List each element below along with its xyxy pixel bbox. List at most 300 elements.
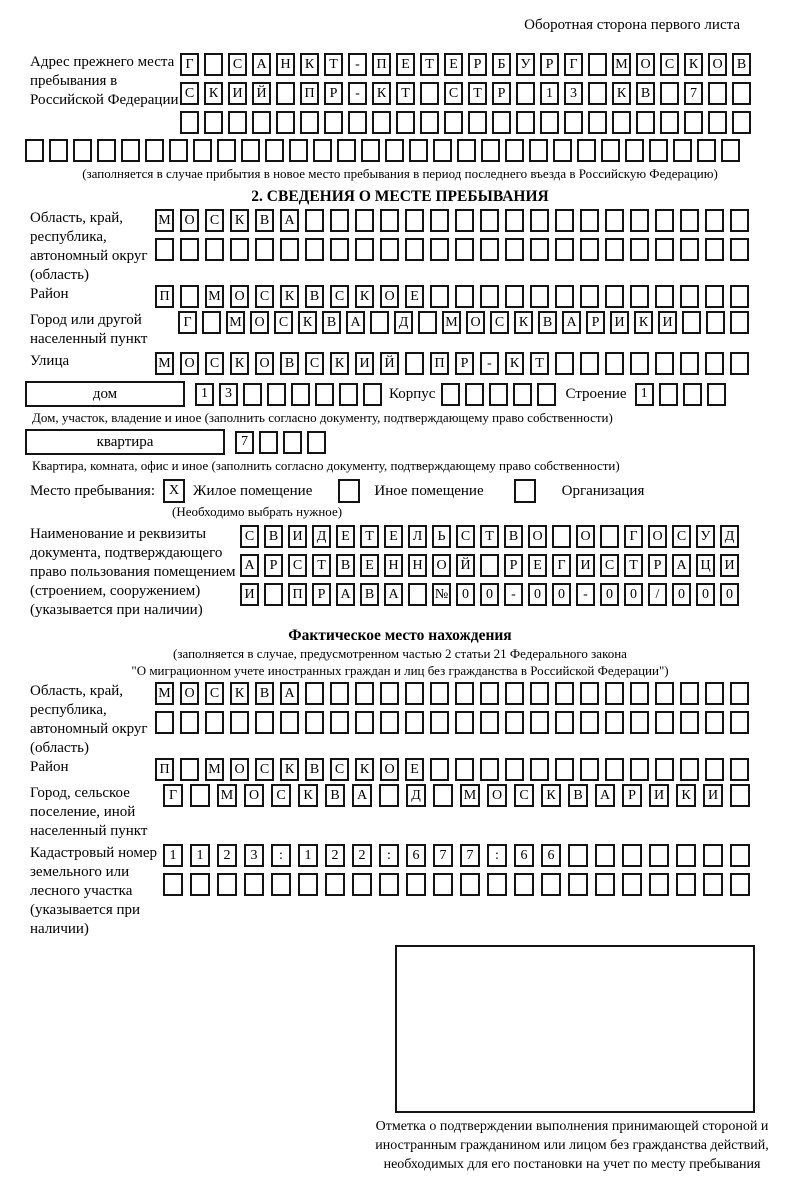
char-box[interactable]: В (305, 758, 324, 781)
char-box[interactable] (313, 139, 332, 162)
char-box[interactable] (355, 238, 374, 261)
char-box[interactable]: 0 (720, 583, 739, 606)
char-box[interactable] (605, 238, 624, 261)
stay-option-checkbox-residential[interactable]: X (163, 479, 185, 503)
char-box[interactable] (280, 238, 299, 261)
char-box[interactable]: П (155, 285, 174, 308)
char-box[interactable]: В (322, 311, 341, 334)
char-box[interactable]: В (732, 53, 751, 76)
char-box[interactable]: К (230, 209, 249, 232)
char-box[interactable] (505, 209, 524, 232)
char-box[interactable] (708, 111, 727, 134)
char-box[interactable] (380, 682, 399, 705)
char-box[interactable] (487, 873, 507, 896)
char-box[interactable]: В (255, 682, 274, 705)
char-box[interactable]: : (487, 844, 507, 867)
char-box[interactable]: С (330, 285, 349, 308)
char-box[interactable]: - (348, 82, 367, 105)
char-box[interactable]: И (703, 784, 723, 807)
char-box[interactable] (622, 844, 642, 867)
char-box[interactable] (505, 682, 524, 705)
char-box[interactable] (380, 711, 399, 734)
char-box[interactable] (649, 139, 668, 162)
char-box[interactable]: С (228, 53, 247, 76)
char-box[interactable]: Е (444, 53, 463, 76)
char-box[interactable] (204, 111, 223, 134)
char-box[interactable] (276, 111, 295, 134)
char-box[interactable]: О (244, 784, 264, 807)
char-box[interactable]: М (612, 53, 631, 76)
char-box[interactable] (655, 711, 674, 734)
char-box[interactable]: С (205, 352, 224, 375)
char-box[interactable] (660, 82, 679, 105)
char-box[interactable]: В (568, 784, 588, 807)
char-box[interactable]: П (430, 352, 449, 375)
char-box[interactable] (420, 82, 439, 105)
char-box[interactable] (706, 311, 725, 334)
char-box[interactable] (564, 111, 583, 134)
char-box[interactable] (406, 873, 426, 896)
char-box[interactable] (705, 352, 724, 375)
char-box[interactable] (625, 139, 644, 162)
char-box[interactable] (265, 139, 284, 162)
char-box[interactable]: 3 (564, 82, 583, 105)
char-box[interactable] (580, 238, 599, 261)
char-box[interactable] (169, 139, 188, 162)
char-box[interactable]: М (217, 784, 237, 807)
char-box[interactable]: А (336, 583, 355, 606)
char-box[interactable] (588, 53, 607, 76)
char-box[interactable]: Р (504, 554, 523, 577)
char-box[interactable] (684, 111, 703, 134)
char-box[interactable] (730, 209, 749, 232)
char-box[interactable] (430, 209, 449, 232)
char-box[interactable] (163, 873, 183, 896)
char-box[interactable] (267, 383, 286, 406)
char-box[interactable] (325, 873, 345, 896)
char-box[interactable]: И (228, 82, 247, 105)
char-box[interactable] (707, 383, 726, 406)
char-box[interactable]: Е (336, 525, 355, 548)
char-box[interactable] (244, 873, 264, 896)
char-box[interactable]: 3 (244, 844, 264, 867)
char-box[interactable]: О (708, 53, 727, 76)
char-box[interactable] (580, 711, 599, 734)
char-box[interactable] (605, 209, 624, 232)
char-box[interactable] (630, 238, 649, 261)
char-box[interactable] (649, 873, 669, 896)
char-box[interactable] (530, 285, 549, 308)
char-box[interactable]: С (490, 311, 509, 334)
char-box[interactable] (580, 209, 599, 232)
char-box[interactable]: Г (552, 554, 571, 577)
char-box[interactable] (676, 873, 696, 896)
char-box[interactable]: А (562, 311, 581, 334)
char-box[interactable]: 7 (235, 431, 254, 454)
char-box[interactable] (307, 431, 326, 454)
char-box[interactable]: / (648, 583, 667, 606)
stay-option-checkbox-other[interactable] (338, 479, 360, 503)
char-box[interactable]: О (636, 53, 655, 76)
char-box[interactable]: П (300, 82, 319, 105)
char-box[interactable]: 6 (541, 844, 561, 867)
char-box[interactable]: А (595, 784, 615, 807)
char-box[interactable] (405, 209, 424, 232)
char-box[interactable]: Р (312, 583, 331, 606)
char-box[interactable]: К (230, 682, 249, 705)
char-box[interactable]: О (648, 525, 667, 548)
char-box[interactable] (513, 383, 532, 406)
char-box[interactable] (433, 784, 453, 807)
char-box[interactable] (193, 139, 212, 162)
char-box[interactable] (480, 554, 499, 577)
char-box[interactable] (255, 238, 274, 261)
char-box[interactable] (324, 111, 343, 134)
char-box[interactable]: Е (384, 525, 403, 548)
char-box[interactable] (363, 383, 382, 406)
char-box[interactable]: О (250, 311, 269, 334)
char-box[interactable] (271, 873, 291, 896)
char-box[interactable] (568, 844, 588, 867)
char-box[interactable] (217, 139, 236, 162)
char-box[interactable]: К (505, 352, 524, 375)
char-box[interactable]: В (636, 82, 655, 105)
char-box[interactable]: И (288, 525, 307, 548)
char-box[interactable] (655, 209, 674, 232)
char-box[interactable] (580, 682, 599, 705)
char-box[interactable] (380, 238, 399, 261)
char-box[interactable]: К (634, 311, 653, 334)
house-field-box[interactable]: дом (25, 381, 185, 407)
char-box[interactable]: А (384, 583, 403, 606)
char-box[interactable]: К (204, 82, 223, 105)
char-box[interactable] (680, 285, 699, 308)
char-box[interactable]: Р (455, 352, 474, 375)
char-box[interactable]: 0 (696, 583, 715, 606)
char-box[interactable] (630, 285, 649, 308)
char-box[interactable] (605, 352, 624, 375)
char-box[interactable] (659, 383, 678, 406)
char-box[interactable] (680, 238, 699, 261)
char-box[interactable] (630, 711, 649, 734)
char-box[interactable] (230, 238, 249, 261)
char-box[interactable]: В (255, 209, 274, 232)
char-box[interactable] (636, 111, 655, 134)
char-box[interactable]: И (576, 554, 595, 577)
char-box[interactable] (370, 311, 389, 334)
char-box[interactable] (730, 711, 749, 734)
char-box[interactable] (605, 682, 624, 705)
char-box[interactable] (505, 139, 524, 162)
char-box[interactable] (605, 711, 624, 734)
char-box[interactable]: : (271, 844, 291, 867)
char-box[interactable] (228, 111, 247, 134)
char-box[interactable] (732, 82, 751, 105)
char-box[interactable] (480, 285, 499, 308)
char-box[interactable] (529, 139, 548, 162)
char-box[interactable] (655, 758, 674, 781)
char-box[interactable]: Р (540, 53, 559, 76)
char-box[interactable] (730, 311, 749, 334)
char-box[interactable] (355, 209, 374, 232)
char-box[interactable] (580, 758, 599, 781)
char-box[interactable] (217, 873, 237, 896)
char-box[interactable]: В (538, 311, 557, 334)
char-box[interactable]: Р (324, 82, 343, 105)
char-box[interactable]: Т (396, 82, 415, 105)
char-box[interactable]: № (432, 583, 451, 606)
char-box[interactable] (516, 111, 535, 134)
char-box[interactable] (655, 285, 674, 308)
char-box[interactable]: Р (648, 554, 667, 577)
char-box[interactable] (455, 238, 474, 261)
char-box[interactable]: 3 (219, 383, 238, 406)
char-box[interactable]: В (280, 352, 299, 375)
char-box[interactable] (530, 238, 549, 261)
char-box[interactable]: С (660, 53, 679, 76)
char-box[interactable]: Г (180, 53, 199, 76)
char-box[interactable]: С (205, 209, 224, 232)
char-box[interactable] (703, 873, 723, 896)
char-box[interactable]: И (720, 554, 739, 577)
char-box[interactable]: - (504, 583, 523, 606)
char-box[interactable] (683, 383, 702, 406)
char-box[interactable] (300, 111, 319, 134)
char-box[interactable] (408, 583, 427, 606)
char-box[interactable] (433, 873, 453, 896)
char-box[interactable]: 1 (298, 844, 318, 867)
char-box[interactable] (145, 139, 164, 162)
char-box[interactable]: Т (624, 554, 643, 577)
char-box[interactable]: У (516, 53, 535, 76)
char-box[interactable] (315, 383, 334, 406)
char-box[interactable]: Г (564, 53, 583, 76)
char-box[interactable]: К (298, 784, 318, 807)
char-box[interactable]: И (610, 311, 629, 334)
char-box[interactable]: - (348, 53, 367, 76)
char-box[interactable]: Т (530, 352, 549, 375)
char-box[interactable] (530, 209, 549, 232)
char-box[interactable]: Й (252, 82, 271, 105)
char-box[interactable] (555, 238, 574, 261)
char-box[interactable] (703, 844, 723, 867)
char-box[interactable]: Г (178, 311, 197, 334)
char-box[interactable] (705, 238, 724, 261)
char-box[interactable] (537, 383, 556, 406)
char-box[interactable]: К (684, 53, 703, 76)
char-box[interactable]: А (352, 784, 372, 807)
char-box[interactable] (480, 238, 499, 261)
char-box[interactable] (180, 758, 199, 781)
char-box[interactable] (568, 873, 588, 896)
char-box[interactable]: М (460, 784, 480, 807)
char-box[interactable] (530, 682, 549, 705)
char-box[interactable] (180, 711, 199, 734)
char-box[interactable] (420, 111, 439, 134)
char-box[interactable] (705, 711, 724, 734)
char-box[interactable] (555, 285, 574, 308)
char-box[interactable]: С (514, 784, 534, 807)
char-box[interactable] (243, 383, 262, 406)
char-box[interactable] (372, 111, 391, 134)
char-box[interactable]: М (442, 311, 461, 334)
char-box[interactable] (612, 111, 631, 134)
char-box[interactable] (505, 238, 524, 261)
char-box[interactable]: А (280, 682, 299, 705)
char-box[interactable] (480, 711, 499, 734)
char-box[interactable]: Т (324, 53, 343, 76)
char-box[interactable] (605, 758, 624, 781)
char-box[interactable] (405, 682, 424, 705)
char-box[interactable] (555, 682, 574, 705)
char-box[interactable]: А (252, 53, 271, 76)
char-box[interactable]: 0 (600, 583, 619, 606)
char-box[interactable]: С (288, 554, 307, 577)
char-box[interactable]: 7 (460, 844, 480, 867)
char-box[interactable] (455, 682, 474, 705)
char-box[interactable]: В (305, 285, 324, 308)
char-box[interactable] (97, 139, 116, 162)
char-box[interactable]: Р (586, 311, 605, 334)
char-box[interactable] (530, 758, 549, 781)
char-box[interactable]: К (541, 784, 561, 807)
char-box[interactable]: М (205, 758, 224, 781)
char-box[interactable] (25, 139, 44, 162)
char-box[interactable]: 1 (540, 82, 559, 105)
char-box[interactable]: Г (163, 784, 183, 807)
char-box[interactable] (480, 758, 499, 781)
char-box[interactable]: 0 (528, 583, 547, 606)
char-box[interactable]: М (155, 209, 174, 232)
char-box[interactable]: М (226, 311, 245, 334)
char-box[interactable] (705, 682, 724, 705)
char-box[interactable] (405, 352, 424, 375)
char-box[interactable] (396, 111, 415, 134)
char-box[interactable] (180, 111, 199, 134)
char-box[interactable] (155, 711, 174, 734)
char-box[interactable] (730, 238, 749, 261)
char-box[interactable] (330, 711, 349, 734)
char-box[interactable]: 6 (406, 844, 426, 867)
char-box[interactable]: К (298, 311, 317, 334)
char-box[interactable] (514, 873, 534, 896)
char-box[interactable] (555, 758, 574, 781)
char-box[interactable]: Р (264, 554, 283, 577)
char-box[interactable]: 7 (684, 82, 703, 105)
char-box[interactable]: 0 (672, 583, 691, 606)
char-box[interactable]: К (372, 82, 391, 105)
char-box[interactable]: В (360, 583, 379, 606)
char-box[interactable] (430, 285, 449, 308)
char-box[interactable]: О (576, 525, 595, 548)
char-box[interactable] (588, 82, 607, 105)
char-box[interactable] (430, 238, 449, 261)
char-box[interactable]: С (255, 285, 274, 308)
char-box[interactable] (480, 682, 499, 705)
char-box[interactable]: Е (528, 554, 547, 577)
char-box[interactable]: С (330, 758, 349, 781)
char-box[interactable]: 7 (433, 844, 453, 867)
char-box[interactable] (730, 682, 749, 705)
char-box[interactable] (682, 311, 701, 334)
char-box[interactable] (330, 682, 349, 705)
char-box[interactable] (460, 873, 480, 896)
char-box[interactable] (405, 238, 424, 261)
char-box[interactable] (291, 383, 310, 406)
char-box[interactable]: : (379, 844, 399, 867)
char-box[interactable] (205, 238, 224, 261)
char-box[interactable] (705, 285, 724, 308)
char-box[interactable]: О (230, 285, 249, 308)
char-box[interactable]: М (155, 352, 174, 375)
char-box[interactable]: В (336, 554, 355, 577)
char-box[interactable]: С (180, 82, 199, 105)
char-box[interactable] (337, 139, 356, 162)
char-box[interactable]: У (696, 525, 715, 548)
char-box[interactable]: Е (396, 53, 415, 76)
char-box[interactable]: В (325, 784, 345, 807)
char-box[interactable] (339, 383, 358, 406)
char-box[interactable] (444, 111, 463, 134)
char-box[interactable] (580, 352, 599, 375)
char-box[interactable] (730, 873, 750, 896)
char-box[interactable] (330, 209, 349, 232)
char-box[interactable]: 2 (217, 844, 237, 867)
char-box[interactable] (630, 352, 649, 375)
char-box[interactable] (580, 285, 599, 308)
char-box[interactable] (630, 682, 649, 705)
char-box[interactable] (280, 711, 299, 734)
char-box[interactable] (595, 844, 615, 867)
char-box[interactable]: 1 (163, 844, 183, 867)
char-box[interactable] (202, 311, 221, 334)
char-box[interactable] (541, 873, 561, 896)
char-box[interactable] (457, 139, 476, 162)
char-box[interactable] (730, 758, 749, 781)
char-box[interactable] (298, 873, 318, 896)
char-box[interactable]: И (355, 352, 374, 375)
char-box[interactable] (355, 682, 374, 705)
char-box[interactable] (355, 711, 374, 734)
char-box[interactable] (721, 139, 740, 162)
char-box[interactable]: 2 (325, 844, 345, 867)
char-box[interactable] (705, 209, 724, 232)
char-box[interactable]: С (305, 352, 324, 375)
char-box[interactable]: 0 (456, 583, 475, 606)
char-box[interactable] (190, 784, 210, 807)
char-box[interactable]: О (528, 525, 547, 548)
char-box[interactable] (259, 431, 278, 454)
char-box[interactable]: К (676, 784, 696, 807)
char-box[interactable]: П (155, 758, 174, 781)
char-box[interactable] (379, 784, 399, 807)
char-box[interactable]: О (180, 682, 199, 705)
char-box[interactable] (252, 111, 271, 134)
char-box[interactable] (264, 583, 283, 606)
char-box[interactable] (680, 711, 699, 734)
char-box[interactable]: Д (720, 525, 739, 548)
char-box[interactable]: Т (420, 53, 439, 76)
char-box[interactable] (505, 285, 524, 308)
char-box[interactable] (492, 111, 511, 134)
char-box[interactable] (555, 711, 574, 734)
char-box[interactable] (732, 111, 751, 134)
char-box[interactable]: М (155, 682, 174, 705)
char-box[interactable]: А (346, 311, 365, 334)
char-box[interactable] (680, 352, 699, 375)
char-box[interactable]: Р (468, 53, 487, 76)
char-box[interactable]: И (658, 311, 677, 334)
